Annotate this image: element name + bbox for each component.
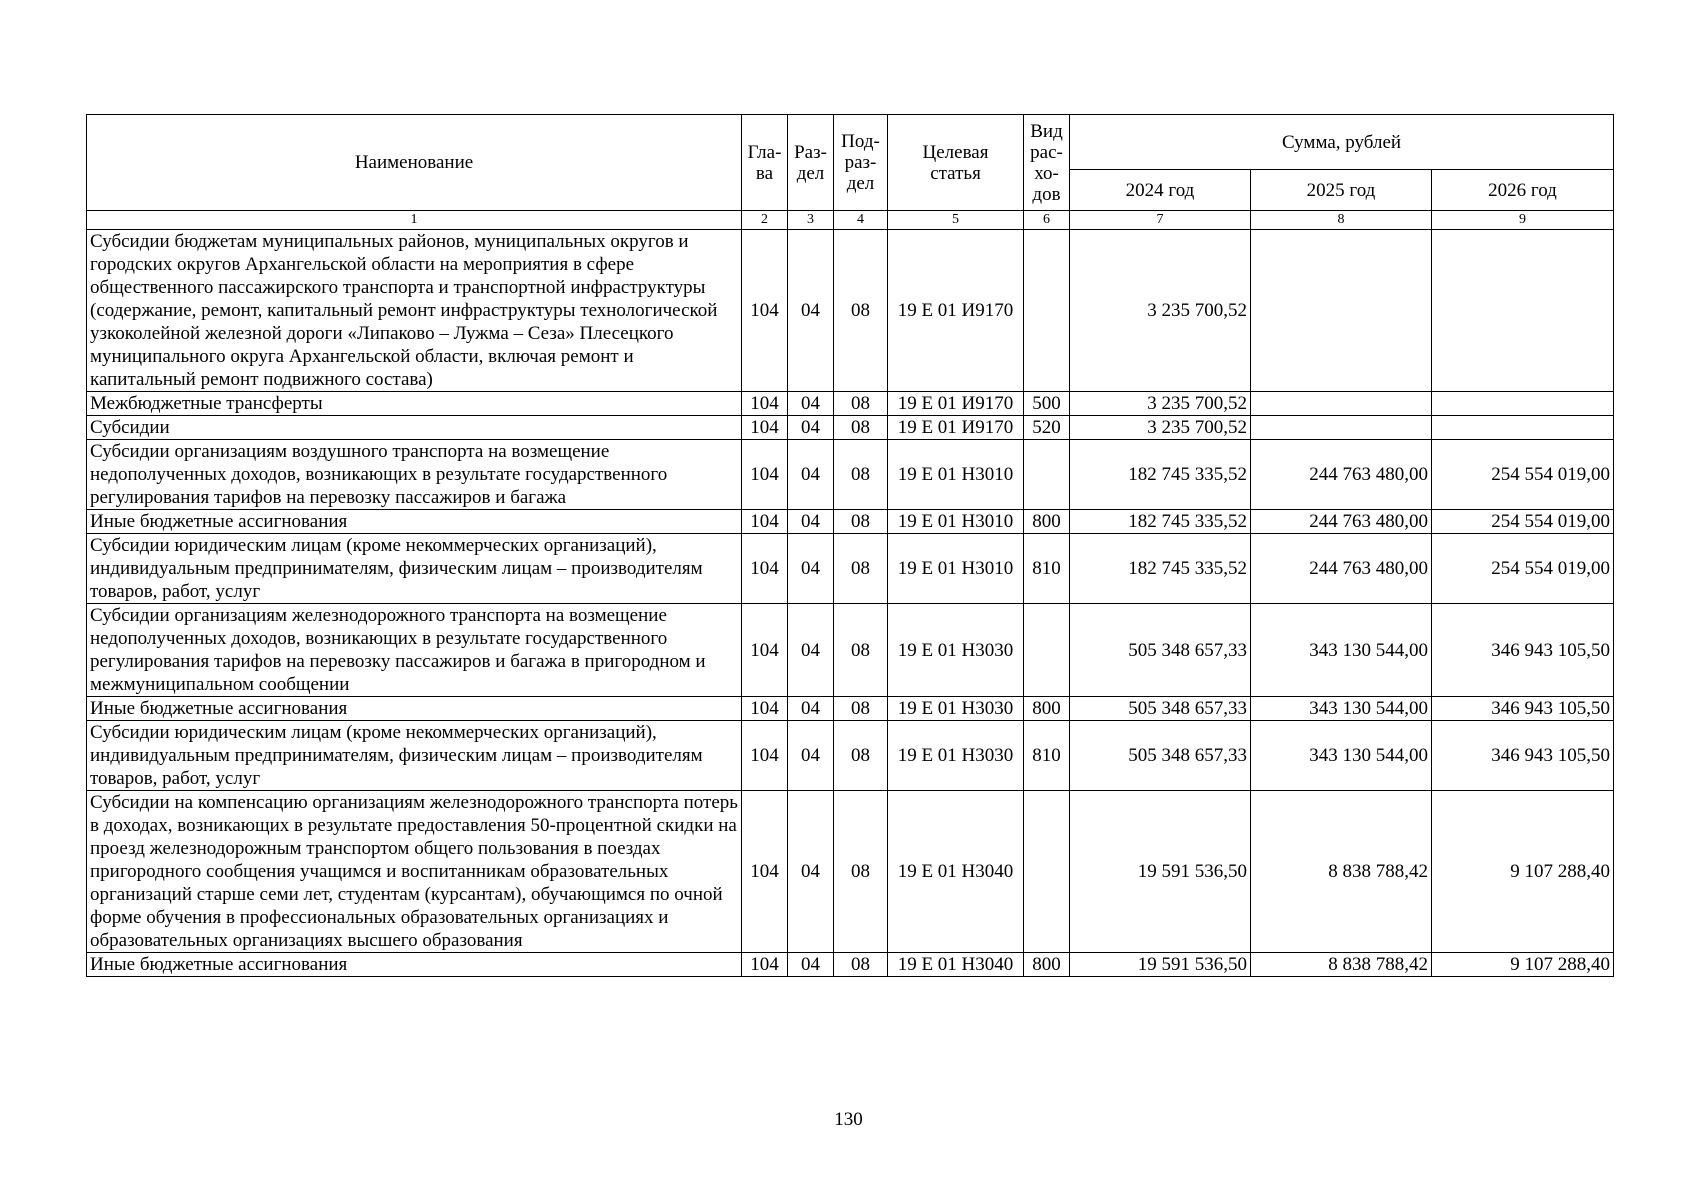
row-target-article: 19 Е 01 Н3040 [888,791,1024,953]
page-number: 130 [834,1109,863,1130]
header-year-2025: 2025 год [1251,170,1432,211]
row-target-article: 19 Е 01 Н3010 [888,440,1024,510]
row-name: Иные бюджетные ассигнования [87,510,742,534]
row-sum-2025 [1251,392,1432,416]
row-sum-2025 [1251,230,1432,392]
row-name: Субсидии [87,416,742,440]
row-glava: 104 [742,953,788,977]
row-podrazdel: 08 [834,230,888,392]
row-sum-2024: 19 591 536,50 [1070,791,1251,953]
row-expense-type [1024,440,1070,510]
row-sum-2025: 8 838 788,42 [1251,953,1432,977]
row-name: Субсидии юридическим лицам (кроме некоммерческих организаций), индивидуальным предпринимателям, физическим лицам – производителям товаров, работ, услуг [87,721,742,791]
header-target-article: Целевая статья [888,115,1024,211]
row-razdel: 04 [788,534,834,604]
row-sum-2024: 19 591 536,50 [1070,953,1251,977]
row-razdel: 04 [788,510,834,534]
table-row [87,721,1614,791]
row-target-article: 19 Е 01 Н3040 [888,953,1024,977]
row-razdel: 04 [788,697,834,721]
row-sum-2026: 346 943 105,50 [1432,604,1614,697]
column-number: 5 [888,211,1024,230]
budget-table [86,114,1614,977]
column-number: 1 [87,211,742,230]
row-expense-type: 520 [1024,416,1070,440]
row-podrazdel: 08 [834,510,888,534]
row-name: Иные бюджетные ассигнования [87,697,742,721]
row-razdel: 04 [788,604,834,697]
row-glava: 104 [742,510,788,534]
column-number: 7 [1070,211,1251,230]
row-sum-2026: 254 554 019,00 [1432,534,1614,604]
table-row [87,534,1614,604]
row-razdel: 04 [788,953,834,977]
row-sum-2026: 254 554 019,00 [1432,510,1614,534]
row-glava: 104 [742,392,788,416]
row-expense-type: 800 [1024,697,1070,721]
row-expense-type [1024,230,1070,392]
table-header [87,115,1614,230]
row-sum-2024: 182 745 335,52 [1070,534,1251,604]
row-target-article: 19 Е 01 Н3030 [888,697,1024,721]
column-number: 2 [742,211,788,230]
table-row [87,416,1614,440]
row-sum-2025: 8 838 788,42 [1251,791,1432,953]
row-sum-2026: 346 943 105,50 [1432,721,1614,791]
row-glava: 104 [742,721,788,791]
row-sum-2026 [1432,416,1614,440]
header-razdel: Раз- дел [788,115,834,211]
row-glava: 104 [742,791,788,953]
row-sum-2025: 343 130 544,00 [1251,721,1432,791]
row-sum-2024: 3 235 700,52 [1070,416,1251,440]
row-podrazdel: 08 [834,416,888,440]
header-year-2026: 2026 год [1432,170,1614,211]
row-target-article: 19 Е 01 Н3010 [888,534,1024,604]
row-sum-2025 [1251,416,1432,440]
row-razdel: 04 [788,440,834,510]
row-sum-2026: 254 554 019,00 [1432,440,1614,510]
row-name: Субсидии организациям воздушного транспорта на возмещение недополученных доходов, возникающих в результате государственного регулирования тарифов на перевозку пассажиров и багажа [87,440,742,510]
table-row [87,791,1614,953]
row-name: Субсидии бюджетам муниципальных районов, муниципальных округов и городских округов Архангельской области на мероприятия в сфере общественного пассажирского транспорта и транспортной инфраструктуры (содержание, ремонт, капитальный ремонт инфраструктуры технологической узкоколейной железной дороги «Липаково – Лужма – Сеза» Плесецкого муниципального округа Архангельской области, включая ремонт и капитальный ремонт подвижного состава) [87,230,742,392]
header-year-2024: 2024 год [1070,170,1251,211]
row-glava: 104 [742,604,788,697]
row-sum-2025: 343 130 544,00 [1251,697,1432,721]
row-target-article: 19 Е 01 И9170 [888,392,1024,416]
row-podrazdel: 08 [834,392,888,416]
table-row [87,697,1614,721]
header-glava: Гла- ва [742,115,788,211]
row-expense-type: 810 [1024,534,1070,604]
column-number: 9 [1432,211,1614,230]
row-podrazdel: 08 [834,721,888,791]
header-podrazdel: Под- раз- дел [834,115,888,211]
table-row [87,230,1614,392]
row-target-article: 19 Е 01 И9170 [888,416,1024,440]
row-sum-2026: 9 107 288,40 [1432,791,1614,953]
row-sum-2024: 182 745 335,52 [1070,440,1251,510]
header-expense-type: Вид рас- хо- дов [1024,115,1070,211]
row-name: Субсидии на компенсацию организациям железнодорожного транспорта потерь в доходах, возникающих в результате предоставления 50-процентной скидки на проезд железнодорожным транспортом общего пользования в поездах пригородного сообщения учащимся и воспитанникам образовательных организаций старше семи лет, студентам (курсантам), обучающимся по очной форме обучения в профессиональных образовательных организациях и образовательных организациях высшего образования [87,791,742,953]
row-target-article: 19 Е 01 Н3010 [888,510,1024,534]
header-name: Наименование [87,115,742,211]
row-target-article: 19 Е 01 Н3030 [888,604,1024,697]
row-expense-type [1024,791,1070,953]
column-number: 3 [788,211,834,230]
row-sum-2025: 244 763 480,00 [1251,440,1432,510]
row-sum-2024: 182 745 335,52 [1070,510,1251,534]
row-razdel: 04 [788,791,834,953]
row-expense-type [1024,604,1070,697]
row-name: Субсидии организациям железнодорожного транспорта на возмещение недополученных доходов, возникающих в результате государственного регулирования тарифов на перевозку пассажиров и багажа в пригородном и межмуниципальном сообщении [87,604,742,697]
table-row [87,604,1614,697]
row-sum-2026: 346 943 105,50 [1432,697,1614,721]
row-sum-2025: 244 763 480,00 [1251,534,1432,604]
row-name: Межбюджетные трансферты [87,392,742,416]
row-podrazdel: 08 [834,604,888,697]
row-sum-2025: 343 130 544,00 [1251,604,1432,697]
row-sum-2025: 244 763 480,00 [1251,510,1432,534]
column-number: 8 [1251,211,1432,230]
row-razdel: 04 [788,392,834,416]
row-sum-2024: 3 235 700,52 [1070,392,1251,416]
row-razdel: 04 [788,721,834,791]
row-expense-type: 500 [1024,392,1070,416]
header-sum: Сумма, рублей [1070,115,1614,170]
row-podrazdel: 08 [834,534,888,604]
column-number: 4 [834,211,888,230]
row-sum-2024: 505 348 657,33 [1070,697,1251,721]
row-sum-2024: 505 348 657,33 [1070,604,1251,697]
row-podrazdel: 08 [834,440,888,510]
row-podrazdel: 08 [834,697,888,721]
table-row [87,510,1614,534]
row-glava: 104 [742,534,788,604]
column-number: 6 [1024,211,1070,230]
row-glava: 104 [742,697,788,721]
row-expense-type: 800 [1024,953,1070,977]
row-expense-type: 800 [1024,510,1070,534]
row-target-article: 19 Е 01 И9170 [888,230,1024,392]
row-name: Иные бюджетные ассигнования [87,953,742,977]
row-glava: 104 [742,440,788,510]
row-sum-2024: 505 348 657,33 [1070,721,1251,791]
row-podrazdel: 08 [834,791,888,953]
table-row [87,440,1614,510]
column-number-row [87,211,1614,230]
row-sum-2024: 3 235 700,52 [1070,230,1251,392]
row-sum-2026 [1432,230,1614,392]
row-sum-2026: 9 107 288,40 [1432,953,1614,977]
row-expense-type: 810 [1024,721,1070,791]
row-glava: 104 [742,230,788,392]
row-name: Субсидии юридическим лицам (кроме некоммерческих организаций), индивидуальным предпринимателям, физическим лицам – производителям товаров, работ, услуг [87,534,742,604]
table-row [87,392,1614,416]
row-sum-2026 [1432,392,1614,416]
row-target-article: 19 Е 01 Н3030 [888,721,1024,791]
row-podrazdel: 08 [834,953,888,977]
row-glava: 104 [742,416,788,440]
row-razdel: 04 [788,230,834,392]
table-body [87,230,1614,977]
row-razdel: 04 [788,416,834,440]
table-row [87,953,1614,977]
